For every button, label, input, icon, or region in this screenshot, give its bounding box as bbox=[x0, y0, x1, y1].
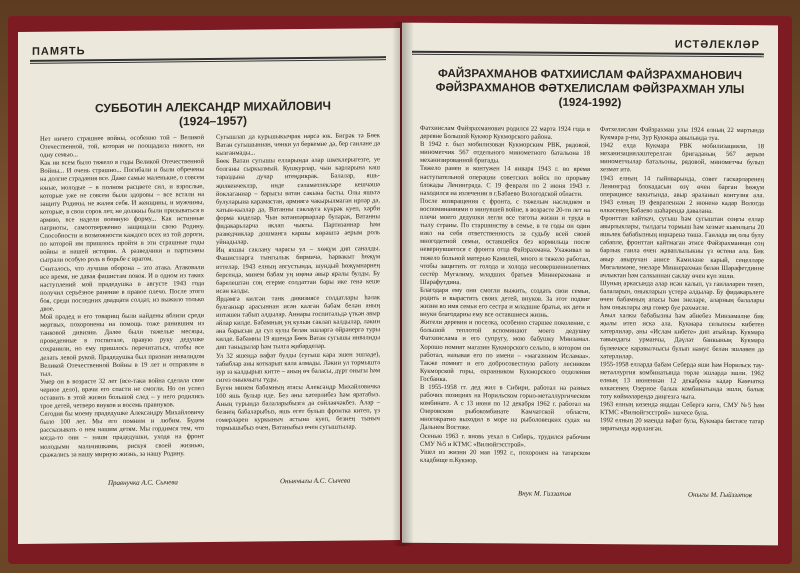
signature-tatar: Оныгы М. Гыйззәтов bbox=[688, 490, 752, 500]
person-name: СУББОТИН АЛЕКСАНДР МИХАЙЛОВИЧ bbox=[95, 98, 331, 116]
section-header: ИСТӘЛЕКЛӘР bbox=[674, 38, 760, 52]
person-years: (1924-1992) bbox=[558, 96, 622, 110]
right-page bbox=[402, 23, 778, 546]
person-years: (1924–1957) bbox=[178, 113, 248, 129]
russian-text-column: Фатхиислам Файзрахманович родился 22 марта 1924 года в деревне Большой Кукмор Кукморского района. В 1942 г. был мобилизован Кукморским РВК, рядовой, минометчик 567 отдельного минометного батальона 18 механизированной бригады. Тяжело ранен и контужен 14 января 1943 г. во время наступательной операции советских войск по прорыву блокады Ленинграда. С 19 февраля по 2 июня 1943 г. находился на излечении в г.Бабаево Вологодской области. После возвращения с фронта, с тяжелым наследием и воспоминаниями о минувшей войне, в возрасте 20-ти лет на плечи моего дедушки легли все тяготы жизни и труда в тылу страны. По старшинству в семье, в те годы он один взял на себя ответственность за судьбу всей своей многодетной семьи, оставшейся без кормильца после невернувшегося с фронта отца Файзрахмана. Ухаживал за тяжело больной матерью Камилей, много и тяжело работал, чтобы защитить от голода и холода несовершеннолетних сестёр Мугалиму, младших братьев Миннерахмана и Шарафутдина. Благодаря ему они смогли выжить, создать свои семьи, родить и вырастить своих детей, внуков. За этот подвиг жизни во имя семьи его сестра и младшие братья, их дети и внуки благодарны ему все оставшиеся жизнь. Жители деревни и поселка, особенно старшее поколение, с большой теплотой вспоминают моего дедушку Фатхиислама и его супругу, мою бабушку Минзамал. Хорошо помнят магазин Кукморского сельпо, в котором он работал, называя его по имени – «магазином Исламаа». Также помнят и его добросовестную работу лесником Кукморской горы, охранником Кукморского отделения Госбанка. В 1955-1958 гг. дед жил в Сибири, работал на разных рабочих позициях на Норильском горно-металлургическом комбинате. А с 13 июня по 12 декабря 1962 г. работал на Озеровском рыбокомбинате Камчатской области, многократно выходил в море на рыболовецких судах на Дальнем Востоке. Осенью 1963 г. вновь уехал в Сибирь, трудился рабочим СМУ №5 и КТМС «Вилюйгэсстрой». Ушел из жизни 20 мая 1992 г., похоронен на татарском кладбище п.Кукмор. bbox=[420, 124, 590, 465]
tatar-text-column: Сугышлап да курьшыкычрак нәрсә юк. Бигрәк тә Бөек Ватан сугышыннан, чөнки ул беркемне дә, бер гаиләне дә кызганмады... Бөек Ватан сугышы елларында алар шкеклерыгезге, уе болганы сыркылмый. Кушкурлар, чын карларына каш тараздына дучар итеңдикрак. Балалар, яшь-җилкенчеклэр, инде сәламәтлекләре кешчәшә йоклаганнар – барысы ватан сакына басты. Олы яшьтә булуларына карамастан, армиягә чакырылмаган ирләр дә, хатын-кызлар да, Ватанны саклауга күкрәк куеп, хәрби форма киделәр. Чын ватанпәрвәрләр буларак, Ватанны фидакарьларча яклап чыкты. Партизаннар һәм разведчиклар дошманга каршы көрәштә аерым роль уйнадылар. Иң яхшы саклану чарасы ул – хөҗүм дип саналды. Фашистларга тынгылык бирмичә, һәрвакыт һөҗүм иттеләр. 1943 елның августында, шундый һөҗүмнәрнең берсендә, минем бабам уң иңенә авыр яралы булды. Бу бәрелештән соң егерме солдаттан бары ике генә кеше исән калды. Ярдәмгә килгән танк дивизиясе солдатлары һәлак булганнар арасыннан исән калган бабам белән аның иптәшен табып алдылар. Аннары госпитальдә үткән авыр айлар килде. Бабамның уң кулын саклап калдылар, ләкин ана барысын да сул кулы белән эшләргә өйрәнергә туры килде. Бабамны 19 яшендә Бөек Ватан сугышы инвалиды дип таныдылар һәм тылга җибәрделәр. Ул 32 яшендә вафат булды (сугыш кара эшен эшләде), табиблар аны коткарып кала алмады. Ләкин ул тормышта зур эз калдырып китте – аның өч баласы, дүрт оныгы һәм сигез оныкчыгы туды. Бүген минем бабамның атасы Александр Михайловичка 100 яшь булыр иде. Без аны хәтерлибез һәм яратабыз. Аның турында балаларыбызга да сөйләячәкбез. Алар – безнең бабаларыбыз, яшь егет булып фронтка китеп, үз гомерләрен куркыныч астына куеп, безнең тыныч тормышыбыз өчен, Ватаныбыз өчен сугыштылар. bbox=[216, 132, 380, 433]
tatar-text-column: Фәтхелислам Фәйзрахман улы 1924 елның 22 мартында Кукмара р-ны, Зур Кукмара авылында туа. 1942 елда Кукмара РВК мобилизацияли, 18 механизацияләштерелгән бригаданың 567 аерым минометчылар батальоны, рядовой, минометчы булып хезмәт итә. 1943 елның 14 гыйнварында, совет гаскәрләренең Ленинград блокадасын өзү өчен барган һөҗүм операциясе вакытында, авыр яраланып контузия ала. 1943 елның 19 февраленнән 2 июненә кадәр Вологда өлкәсенең Бабаево шәһәрендә дәвалана. Фронттан кайткач, сугыш һәм сугыштан соңгы еллар авырлыклары, тылдагы тормыш һәм хезмәт кыенлыгы 20 яшьлек бабабызның иңнәренә төшә. Гаиләдә иң олы булу сәбәпле, фронттан кайтмаган әтисе Фәйзрахманнан соң барлык гаилә өчен җаваплылыкны үз өстенә ала. Бик авыр авыручан әнисе Камиләне карый, сеңелләре Мөгалимәне, энеләре Миннерахман белән Шәрәфетдинне ачлыктан һәм салкыннан саклау өчен күп эшли. Шуның аркасында алар исән калып, үз гаиләләрен төзеп, балаларын, оныкларын үстерә алдылар. Бу фидакарьлеге өчен бабамның апасы һәм энеләре, аларның балалары һәм оныклары аңа гомер буе рәхмәтле. Авыл халкы бабабызны һәм әбиебез Минзәмәлне бик җылы итеп искә ала. Кукмара сельпосы кибетен хәтерлиләр, аны «Ислам кибете» дип атыйлар. Кукмара тавындагы урманчы, Дәүләт банкының Кукмара бүлекчәсе каравылчысы булып намус белән эшләвен дә хәтерлиләр. 1955-1958 елларда бабам Себердә яши һәм Норильск тау-металлургия комбинатында төрле эшләрдә эшли. 1962 елның 13 июненнән 12 декабренә кадәр Камчатка өлкәсенең Озерное балык комбинатында эшли, балык тоту көймәләрендә диңгезгә чыга. 1963 елның көзендә яңадан Себергә китә, СМУ №5 һәм КТМС «Вилюйгэсстрой» эшчесе була. 1992 елның 20 маенда вафат була, Кукмара бистәсе татар зиратында җирләнгән. bbox=[600, 126, 764, 433]
person-name-tatar: ФӘЙЗРАХМАНОВ ФӘТХЕЛИСЛАМ ФӘЙЗРАХМАН УЛЫ bbox=[435, 81, 745, 97]
article-title bbox=[412, 67, 768, 111]
left-page bbox=[18, 28, 400, 544]
book-spine-gutter bbox=[392, 22, 414, 546]
russian-text-column: Нет ничего страшнее войны, особенно той – Великой Отечественной, той, которая не поощадила никого, ни одну семью... Как ни всем было тяжело в годы Великой Отечественной Войны... И очень страшно... Погибали и были обречены на долгие страдания все. Даже самые маленькие, о совсем юные, молодые – в полном расцвете сил, и взрослые, которые уже не совсем были здоровы – все встали на защиту Родины, не жалея себя. И женщины, и мужчины, которые, в свои сорок лет, не должны были призываться в армию, все надели военную форму... Как истинные патриоты, самоотверженно защищали свою Родину. Способности и возможности каждого всех из той дороги, по которой им пришлось пройти в эти страшные годы войны и нашей истории. А разведчики и партизаны сыграли особую роль в борьбе с врагом. Считалось, что лучшая оборона – это атака. Атаковали все время, не давая фашистам покоя. И в одном из таких наступлений мой прадедушка в августе 1943 года получил серьёзное ранение в правое плечо. После этого боя, среди последних двадцати солдат, из выжило только двое. Мой прадед и его товарищ были найдены вблизи среди мертвых, похоронены на помощь тоже ранившим из танковой дивизии. Далее были тяжелые месяцы, проведенные в госпитале, правую руку дедушке сохранили, но ему пришлось перечитаться, чтобы все делать левой рукой. Прадедушка был признан инвалидом Великой Отечественной Войны в 19 лет и отправлен в тыл. Умер он в возрасте 32 лет (все-таки война сделала свое черное дело), врачи его спасти не смогли. Но он успел оставить в этой жизни большой след – у него родились трое детей, четверо внуков и восемь правнуков. Сегодня бы моему прадедушке Александру Михайловичу было 100 лет. Мы его помним и любим. Будем рассказывать о нем нашим детям. Мы гордимся тем, что когда-то они – наши прадедушки, уходя на фронт молодыми мальчишками, рискуя своей жизнью, сражались за нашу мирную жизнь, за нашу Родину. bbox=[40, 134, 204, 459]
person-name-russian: ФАЙЗРАХМАНОВ ФАТХИИСЛАМ ФАЙЗРАХМАНОВИЧ bbox=[438, 67, 742, 83]
signature-russian: Правнучка А.С. Сычева bbox=[108, 478, 178, 488]
signature-russian: Внук М. Гиззатов bbox=[518, 489, 572, 498]
article-title bbox=[78, 99, 348, 130]
signature-tatar: Оныкчыгы А.С. Сычева bbox=[280, 476, 351, 486]
section-header: ПАМЯТЬ bbox=[32, 45, 86, 58]
